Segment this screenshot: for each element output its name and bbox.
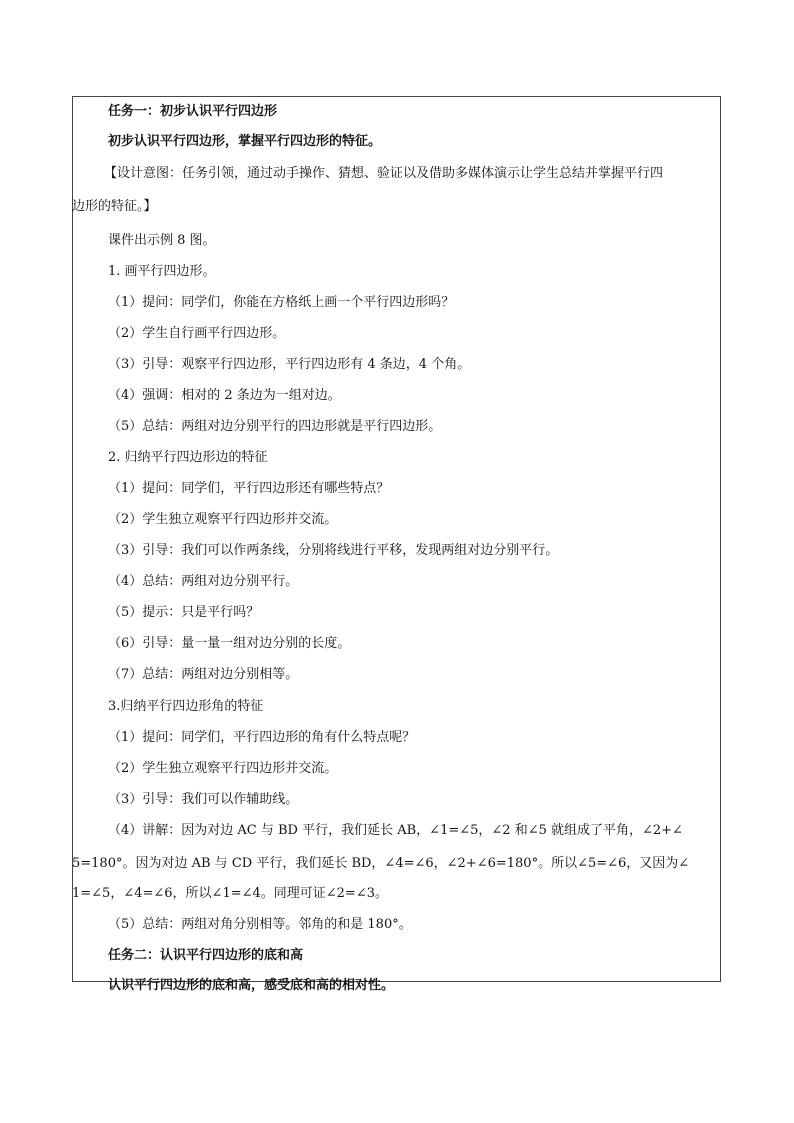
section-3-step-4-line-1: （4）讲解：因为对边 AC 与 BD 平行，我们延长 AB，∠1=∠5，∠2 和∠5 就组成了平角，∠2+∠ [108,823,683,838]
section-2-step-1: （1）提问：同学们，平行四边形还有哪些特点？ [108,481,390,496]
design-intent-line-2: 边形的特征。】 [72,199,157,214]
task-two-heading: 任务二：认识平行四边形的底和高 [108,948,304,963]
section-3-step-4-line-3: 1=∠5，∠4=∠6，所以∠1=∠4。同理可证∠2=∠3。 [72,886,388,901]
section-2-heading: 2. 归纳平行四边形边的特征 [108,450,268,465]
section-2-step-6: （6）引导：量一量一组对边分别的长度。 [108,636,351,651]
section-2-step-2: （2）学生独立观察平行四边形并交流。 [108,512,338,527]
design-intent-line-1: 【设计意图：任务引领，通过动手操作、猜想、验证以及借助多媒体演示让学生总结并掌握平行四 [104,166,664,181]
section-2-step-5: （5）提示：只是平行吗？ [108,605,260,620]
section-1-step-5: （5）总结：两组对边分别平行的四边形就是平行四边形。 [108,419,442,434]
section-1-step-3: （3）引导：观察平行四边形，平行四边形有 4 条边，4 个角。 [108,357,471,372]
courseware-note: 课件出示例 8 图。 [108,233,216,248]
section-3-step-2: （2）学生独立观察平行四边形并交流。 [108,761,338,776]
section-3-step-3: （3）引导：我们可以作辅助线。 [108,792,299,807]
table-cell-frame [72,96,721,982]
section-2-step-7: （7）总结：两组对边分别相等。 [108,667,299,682]
section-1-heading: 1. 画平行四边形。 [108,264,216,279]
task-one-heading: 任务一：初步认识平行四边形 [108,104,278,119]
task-one-goal: 初步认识平行四边形，掌握平行四边形的特征。 [108,134,382,149]
section-1-step-1: （1）提问：同学们，你能在方格纸上画一个平行四边形吗？ [108,295,455,310]
section-3-step-5: （5）总结：两组对角分别相等。邻角的和是 180°。 [108,917,412,932]
section-3-heading: 3.归纳平行四边形角的特征 [108,699,264,714]
section-3-step-1: （1）提问：同学们，平行四边形的角有什么特点呢？ [108,730,416,745]
section-2-step-3: （3）引导：我们可以作两条线，分别将线进行平移，发现两组对边分别平行。 [108,543,559,558]
section-1-step-2: （2）学生自行画平行四边形。 [108,326,286,341]
task-two-goal: 认识平行四边形的底和高，感受底和高的相对性。 [108,978,395,993]
section-3-step-4-line-2: 5=180°。因为对边 AB 与 CD 平行，我们延长 BD，∠4=∠6，∠2+∠6=180°。所以∠5=∠6，又因为∠ [72,856,690,871]
section-1-step-4: （4）强调：相对的 2 条边为一组对边。 [108,388,341,403]
section-2-step-4: （4）总结：两组对边分别平行。 [108,574,299,589]
